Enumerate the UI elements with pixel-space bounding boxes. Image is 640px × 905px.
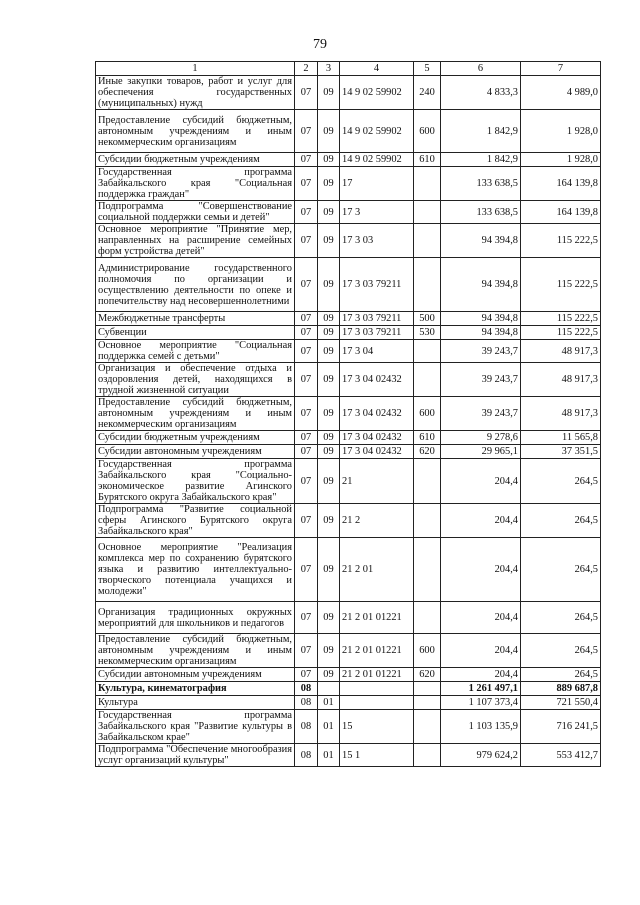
row-subsection: 09: [318, 167, 340, 201]
row-name: Субсидии бюджетным учреждениям: [96, 153, 295, 167]
row-subsection: 09: [318, 504, 340, 538]
row-sum-year-1: 39 243,7: [441, 340, 521, 363]
row-target-code: 14 9 02 59902: [340, 110, 414, 153]
header-row: [96, 62, 601, 76]
table-row: [96, 110, 601, 153]
row-target-code: 17 3 04 02432: [340, 445, 414, 459]
row-name: Субсидии бюджетным учреждениям: [96, 431, 295, 445]
row-sum-year-2: 4 989,0: [521, 76, 601, 110]
row-name: Подпрограмма "Обеспечение многообразия услуг организаций культуры": [96, 744, 295, 767]
table-row: [96, 696, 601, 710]
row-section: 07: [295, 312, 318, 326]
row-expense-type: 600: [414, 634, 441, 668]
table-row: [96, 312, 601, 326]
row-sum-year-2: 115 222,5: [521, 326, 601, 340]
row-sum-year-1: 9 278,6: [441, 431, 521, 445]
row-sum-year-1: 204,4: [441, 538, 521, 602]
row-sum-year-2: 115 222,5: [521, 224, 601, 258]
row-sum-year-1: 204,4: [441, 504, 521, 538]
row-name: Подпрограмма "Совершенствование социальной поддержки семьи и детей": [96, 201, 295, 224]
row-expense-type: [414, 340, 441, 363]
table-row: [96, 634, 601, 668]
row-subsection: 09: [318, 326, 340, 340]
header-cell-name: 1: [96, 62, 295, 76]
row-sum-year-1: 204,4: [441, 668, 521, 682]
header-cell-section: 2: [295, 62, 318, 76]
row-section: 07: [295, 445, 318, 459]
row-sum-year-1: 94 394,8: [441, 312, 521, 326]
row-section: 08: [295, 744, 318, 767]
table-row: [96, 504, 601, 538]
row-sum-year-2: 721 550,4: [521, 696, 601, 710]
row-sum-year-1: 39 243,7: [441, 363, 521, 397]
row-sum-year-1: 133 638,5: [441, 167, 521, 201]
row-name: Субвенции: [96, 326, 295, 340]
row-target-code: 15: [340, 710, 414, 744]
row-name: Подпрограмма "Развитие социальной сферы Агинского Бурятского округа Забайкальского края": [96, 504, 295, 538]
row-subsection: 09: [318, 445, 340, 459]
row-expense-type: [414, 459, 441, 504]
row-section: 07: [295, 397, 318, 431]
row-section: 07: [295, 459, 318, 504]
row-name: Предоставление субсидий бюджетным, автономным учреждениям и иным некоммерческим организациям: [96, 634, 295, 668]
row-sum-year-2: 115 222,5: [521, 312, 601, 326]
row-section: 07: [295, 258, 318, 312]
row-subsection: 09: [318, 538, 340, 602]
row-subsection: 01: [318, 696, 340, 710]
row-name: Иные закупки товаров, работ и услуг для обеспечения государственных (муниципальных) нужд: [96, 76, 295, 110]
row-name: Основное мероприятие "Реализация комплекса мер по сохранению бурятского языка и развитию интеллектуально-творческого потенциала учащихся и молодежи": [96, 538, 295, 602]
row-target-code: 17 3 03 79211: [340, 312, 414, 326]
table-row: [96, 538, 601, 602]
row-target-code: 17: [340, 167, 414, 201]
row-name: Государственная программа Забайкальского края "Социальная поддержка граждан": [96, 167, 295, 201]
row-subsection: 09: [318, 459, 340, 504]
row-section: 07: [295, 634, 318, 668]
row-subsection: 09: [318, 397, 340, 431]
row-expense-type: [414, 224, 441, 258]
row-subsection: 09: [318, 431, 340, 445]
row-expense-type: 610: [414, 153, 441, 167]
row-subsection: 09: [318, 312, 340, 326]
row-sum-year-1: 1 842,9: [441, 110, 521, 153]
row-target-code: 21 2 01 01221: [340, 634, 414, 668]
row-target-code: 17 3: [340, 201, 414, 224]
row-sum-year-2: 48 917,3: [521, 340, 601, 363]
table-row: [96, 431, 601, 445]
row-sum-year-1: 1 261 497,1: [441, 682, 521, 696]
row-section: 07: [295, 224, 318, 258]
row-expense-type: [414, 201, 441, 224]
row-expense-type: [414, 167, 441, 201]
row-expense-type: [414, 682, 441, 696]
row-expense-type: 530: [414, 326, 441, 340]
row-subsection: 01: [318, 744, 340, 767]
row-section: 07: [295, 431, 318, 445]
row-name: Предоставление субсидий бюджетным, автономным учреждениям и иным некоммерческим организациям: [96, 397, 295, 431]
row-sum-year-2: 264,5: [521, 668, 601, 682]
row-name: Субсидии автономным учреждениям: [96, 668, 295, 682]
row-sum-year-2: 48 917,3: [521, 363, 601, 397]
header-cell-subsection: 3: [318, 62, 340, 76]
row-sum-year-2: 553 412,7: [521, 744, 601, 767]
row-name: Культура: [96, 696, 295, 710]
row-target-code: 17 3 03 79211: [340, 326, 414, 340]
row-sum-year-2: 48 917,3: [521, 397, 601, 431]
row-expense-type: [414, 696, 441, 710]
table-row: [96, 397, 601, 431]
row-name: Организация традиционных окружных мероприятий для школьников и педагогов: [96, 602, 295, 634]
table-row: [96, 167, 601, 201]
row-sum-year-1: 94 394,8: [441, 326, 521, 340]
header-cell-expense-type: 5: [414, 62, 441, 76]
row-sum-year-1: 94 394,8: [441, 224, 521, 258]
row-target-code: [340, 682, 414, 696]
header-cell-target-code: 4: [340, 62, 414, 76]
row-subsection: 01: [318, 710, 340, 744]
row-sum-year-1: 204,4: [441, 602, 521, 634]
row-name: Государственная программа Забайкальского края "Социально-экономическое развитие Агинского Бурятского округа Забайкальского края": [96, 459, 295, 504]
row-sum-year-1: 204,4: [441, 634, 521, 668]
row-target-code: 21 2 01 01221: [340, 668, 414, 682]
row-sum-year-2: 11 565,8: [521, 431, 601, 445]
row-subsection: 09: [318, 602, 340, 634]
row-target-code: 21: [340, 459, 414, 504]
row-target-code: 17 3 03 79211: [340, 258, 414, 312]
row-subsection: 09: [318, 201, 340, 224]
header-cell-sum-year-2: 7: [521, 62, 601, 76]
header-cell-sum-year-1: 6: [441, 62, 521, 76]
row-sum-year-2: 264,5: [521, 504, 601, 538]
row-section: 08: [295, 696, 318, 710]
row-target-code: 17 3 04 02432: [340, 431, 414, 445]
row-expense-type: 600: [414, 397, 441, 431]
row-section: 07: [295, 153, 318, 167]
row-target-code: 17 3 04 02432: [340, 397, 414, 431]
row-sum-year-1: 4 833,3: [441, 76, 521, 110]
row-subsection: 09: [318, 668, 340, 682]
row-expense-type: 500: [414, 312, 441, 326]
table-row: [96, 668, 601, 682]
budget-table: [95, 61, 601, 767]
table-row: [96, 224, 601, 258]
row-sum-year-2: 37 351,5: [521, 445, 601, 459]
row-section: 07: [295, 340, 318, 363]
row-section: 07: [295, 602, 318, 634]
row-target-code: 17 3 03: [340, 224, 414, 258]
row-sum-year-1: 133 638,5: [441, 201, 521, 224]
row-sum-year-1: 1 103 135,9: [441, 710, 521, 744]
table-row: [96, 602, 601, 634]
row-target-code: [340, 696, 414, 710]
row-name: Предоставление субсидий бюджетным, автономным учреждениям и иным некоммерческим организациям: [96, 110, 295, 153]
row-section: 08: [295, 682, 318, 696]
row-subsection: 09: [318, 634, 340, 668]
row-sum-year-2: 716 241,5: [521, 710, 601, 744]
row-target-code: 17 3 04: [340, 340, 414, 363]
table-row: [96, 682, 601, 696]
table-row: [96, 153, 601, 167]
row-subsection: 09: [318, 224, 340, 258]
row-sum-year-2: 264,5: [521, 602, 601, 634]
row-section: 07: [295, 538, 318, 602]
row-subsection: 09: [318, 110, 340, 153]
row-name: Администрирование государственного полномочия по организации и осуществлению деятельности по опеке и попечительству над несовершеннолетними: [96, 258, 295, 312]
row-subsection: [318, 682, 340, 696]
row-expense-type: [414, 710, 441, 744]
row-section: 07: [295, 504, 318, 538]
row-section: 07: [295, 326, 318, 340]
row-sum-year-1: 979 624,2: [441, 744, 521, 767]
table-row: [96, 459, 601, 504]
table-row: [96, 201, 601, 224]
row-section: 07: [295, 668, 318, 682]
table-row: [96, 445, 601, 459]
row-expense-type: 240: [414, 76, 441, 110]
row-section: 08: [295, 710, 318, 744]
row-sum-year-2: 115 222,5: [521, 258, 601, 312]
row-target-code: 15 1: [340, 744, 414, 767]
row-target-code: 14 9 02 59902: [340, 153, 414, 167]
row-expense-type: 620: [414, 668, 441, 682]
row-sum-year-1: 204,4: [441, 459, 521, 504]
row-expense-type: [414, 538, 441, 602]
row-sum-year-2: 164 139,8: [521, 201, 601, 224]
table-row: [96, 363, 601, 397]
row-expense-type: [414, 504, 441, 538]
row-sum-year-2: 164 139,8: [521, 167, 601, 201]
row-expense-type: [414, 258, 441, 312]
row-target-code: 17 3 04 02432: [340, 363, 414, 397]
row-expense-type: [414, 602, 441, 634]
row-expense-type: 610: [414, 431, 441, 445]
row-section: 07: [295, 76, 318, 110]
row-target-code: 14 9 02 59902: [340, 76, 414, 110]
table-row: [96, 258, 601, 312]
row-subsection: 09: [318, 363, 340, 397]
row-sum-year-2: 264,5: [521, 634, 601, 668]
row-sum-year-1: 1 842,9: [441, 153, 521, 167]
row-target-code: 21 2 01: [340, 538, 414, 602]
table-row: [96, 340, 601, 363]
row-name: Основное мероприятие "Социальная поддержка семей с детьми": [96, 340, 295, 363]
row-sum-year-1: 1 107 373,4: [441, 696, 521, 710]
row-sum-year-2: 264,5: [521, 538, 601, 602]
row-target-code: 21 2: [340, 504, 414, 538]
table-row: [96, 710, 601, 744]
row-sum-year-2: 889 687,8: [521, 682, 601, 696]
row-subsection: 09: [318, 76, 340, 110]
row-subsection: 09: [318, 153, 340, 167]
table-row: [96, 76, 601, 110]
row-sum-year-2: 1 928,0: [521, 153, 601, 167]
row-name: Государственная программа Забайкальского края "Развитие культуры в Забайкальском крае": [96, 710, 295, 744]
row-target-code: 21 2 01 01221: [340, 602, 414, 634]
row-expense-type: [414, 363, 441, 397]
table-row: [96, 326, 601, 340]
row-name: Субсидии автономным учреждениям: [96, 445, 295, 459]
row-subsection: 09: [318, 258, 340, 312]
row-sum-year-1: 94 394,8: [441, 258, 521, 312]
row-expense-type: 620: [414, 445, 441, 459]
row-section: 07: [295, 201, 318, 224]
row-expense-type: 600: [414, 110, 441, 153]
table-row: [96, 744, 601, 767]
row-expense-type: [414, 744, 441, 767]
row-name: Основное мероприятие "Принятие мер, направленных на расширение семейных форм устройства детей": [96, 224, 295, 258]
row-sum-year-2: 264,5: [521, 459, 601, 504]
page-number: 79: [313, 37, 327, 52]
row-sum-year-1: 29 965,1: [441, 445, 521, 459]
row-section: 07: [295, 167, 318, 201]
row-subsection: 09: [318, 340, 340, 363]
row-sum-year-2: 1 928,0: [521, 110, 601, 153]
row-name: Межбюджетные трансферты: [96, 312, 295, 326]
row-sum-year-1: 39 243,7: [441, 397, 521, 431]
row-section: 07: [295, 110, 318, 153]
row-name: Культура, кинематография: [96, 682, 295, 696]
row-name: Организация и обеспечение отдыха и оздоровления детей, находящихся в трудной жизненной ситуации: [96, 363, 295, 397]
row-section: 07: [295, 363, 318, 397]
